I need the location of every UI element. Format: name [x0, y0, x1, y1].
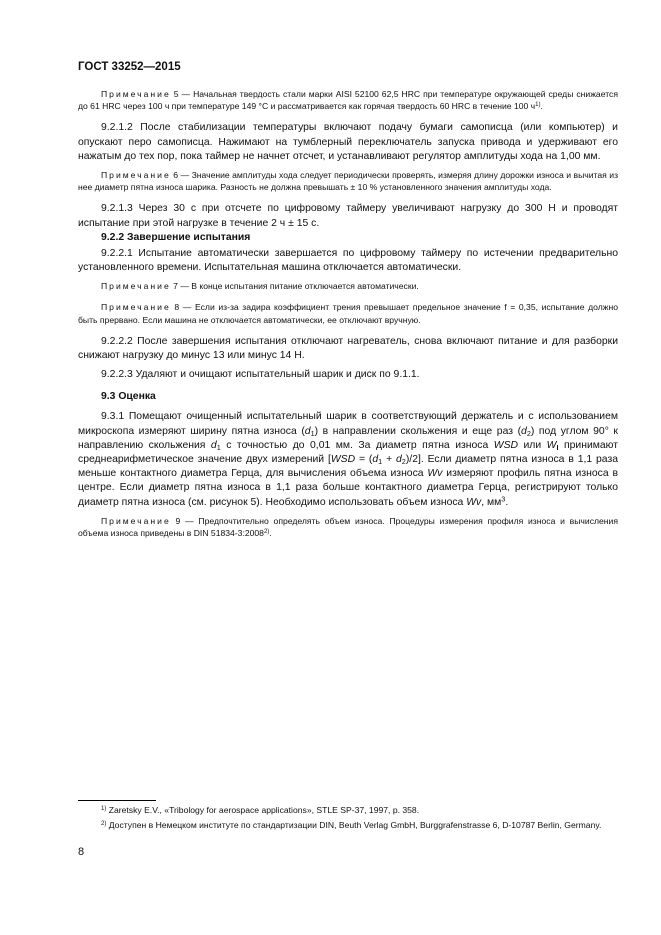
text-run: + — [382, 454, 397, 466]
note-number: 5 — [173, 89, 179, 99]
text-run: или — [518, 439, 547, 451]
text-run: ) в направлении скольжения и еще раз ( — [314, 425, 522, 437]
footnote-mark: 2) — [101, 821, 107, 827]
var-wv: Wv — [466, 496, 482, 508]
note-label: Примечание — [101, 302, 171, 313]
var-wsd: WSD — [330, 454, 356, 466]
footnote-text: Zaretsky E.V., «Tribology for aerospace applications», STLE SP-37, 1997, p. 358. — [108, 805, 420, 815]
var-d: d — [210, 439, 217, 451]
note-text: — Значение амплитуды хода следует периодически проверять, измеряя длину дорожки износа и вычитая из нее диаметр пятна износа шарика. Разность не должна превышать ± 10 % установленного значения амплитуды хода. — [78, 170, 619, 193]
note-9 — [78, 515, 618, 539]
note-label: Примечание — [101, 89, 171, 99]
footnote-divider — [78, 800, 156, 801]
paragraph-9-2-1-3: 9.2.1.3 Через 30 с при отсчете по цифровому таймеру увеличивают нагрузку до 300 Н и проводят испытание при этой нагрузке в течение 2 ч ± 15 с. — [78, 203, 618, 229]
text-run: )/2]. Если диаметр пятна износа в 1,1 раза меньше контактного диаметра Герца, для вычисления объема износа — [78, 454, 619, 480]
page-content — [78, 88, 618, 548]
footnote-ref-1: 1) — [535, 102, 541, 109]
text-run: = ( — [355, 454, 373, 466]
text-run: ) под углом 90° к направлению скольжения — [78, 425, 618, 451]
sub-i: I — [556, 442, 559, 452]
heading-9-2-2: 9.2.2 Завершение испытания — [101, 231, 251, 243]
footnotes — [78, 804, 618, 834]
text-run: . — [505, 496, 509, 508]
var-d: d — [521, 425, 527, 437]
note-text: — Предпочтительно определять объем износа. Процедуры измерения профиля износа и вычисления объема износа приведены в DIN 51834-3:2008 — [78, 515, 618, 539]
text-run: измеряют профиль пятна износа в центре. Если диаметр пятна износа в 1,1 раза больше контактного диаметра Герца, регистрируют только диаметр пятна износа (см. рисунок 5). Необходимо использовать объем износа — [78, 468, 618, 508]
text-run: , мм — [481, 496, 502, 508]
note-number: 6 — [173, 170, 179, 181]
footnote-ref-2: 2) — [263, 529, 270, 536]
var-d: d — [372, 454, 379, 466]
paragraph-9-2-2-1: 9.2.2.1 Испытание автоматически завершается по цифровому таймеру по истечении предварительно установленного времени. Испытательная машина отключается автоматически. — [78, 247, 618, 274]
var-wsd: WSD — [493, 439, 519, 451]
note-number: 9 — [175, 515, 181, 526]
note-7 — [78, 280, 618, 292]
footnote-1 — [78, 804, 618, 816]
note-label: Примечание — [101, 281, 171, 292]
footnote-text: Доступен в Немецком институте по стандартизации DIN, Beuth Verlag GmbH, Burggrafenstrasse 6, D-10787 Berlin, Germany. — [108, 820, 602, 830]
note-number: 8 — [174, 302, 180, 313]
note-label: Примечание — [101, 515, 171, 526]
paragraph-9-2-2-3: 9.2.2.3 Удаляют и очищают испытательный шарик и диск по 9.1.1. — [101, 369, 420, 381]
text-run: 9.3.1 Помещают очищенный испытательный шарик в соответствующий держатель и с использованием микроскопа измеряют ширину пятна износа ( — [78, 411, 618, 437]
footnote-2 — [78, 819, 618, 831]
sub-1: 1 — [378, 456, 383, 466]
sub-2: 2 — [401, 456, 406, 466]
sub-1: 1 — [310, 428, 315, 438]
note-text: — Начальная твердость стали марки AISI 52100 62,5 HRC при температуре окружающей среды снижается до 61 HRC через 100 ч при температуре 149 °С и рассматривается как горячая твердость 60 HRC в течение 100 ч — [78, 89, 619, 112]
paragraph-9-2-2-2: 9.2.2.2 После завершения испытания отключают нагреватель, снова включают питание и для разборки снижают нагрузку до минус 13 или минус 14 Н. — [78, 335, 618, 362]
var-d: d — [304, 425, 311, 437]
note-text: — В конце испытания питание отключается автоматически. — [180, 281, 419, 292]
text-run: принимают среднеарифметическое значение двух измерений [ — [78, 439, 619, 466]
sub-2: 2 — [526, 428, 531, 438]
note-text: — Если из-за задира коэффициент трения превышает предельное значение f = 0,35, испытание должно быть прервано. Если машина не отключается автоматически, ее отключают вручную. — [78, 302, 618, 325]
sub-1: 1 — [216, 442, 221, 452]
note-8 — [78, 301, 618, 325]
note-5 — [78, 88, 618, 112]
page-number: 8 — [78, 846, 85, 858]
note-number: 7 — [173, 281, 178, 292]
sup-3: 3 — [501, 494, 506, 504]
var-wv: Wv — [427, 468, 443, 480]
paragraph-9-2-1-2: 9.2.1.2 После стабилизации температуры включают подачу бумаги самописца (или компьютер) и опускают перо самописца. Нажимают на тумблерный переключатель запуска привода и удерживают его нажатым до тех пор, пока таймер не начнет отсчет, и устанавливают регулятор амплитуды хода на 1,00 мм. — [78, 122, 618, 162]
note-tail: . — [540, 101, 543, 112]
text-run: с точностью до 0,01 мм. За диаметр пятна износа — [220, 439, 494, 451]
paragraph-9-3-1 — [78, 410, 618, 509]
note-tail: . — [269, 528, 272, 539]
var-d: d — [396, 454, 402, 466]
heading-9-3: 9.3 Оценка — [101, 391, 156, 403]
note-6 — [78, 169, 618, 193]
document-id-header: ГОСТ 33252—2015 — [78, 61, 181, 73]
var-w: W — [546, 439, 557, 451]
footnote-mark: 1) — [101, 806, 107, 812]
note-label: Примечание — [101, 170, 171, 181]
